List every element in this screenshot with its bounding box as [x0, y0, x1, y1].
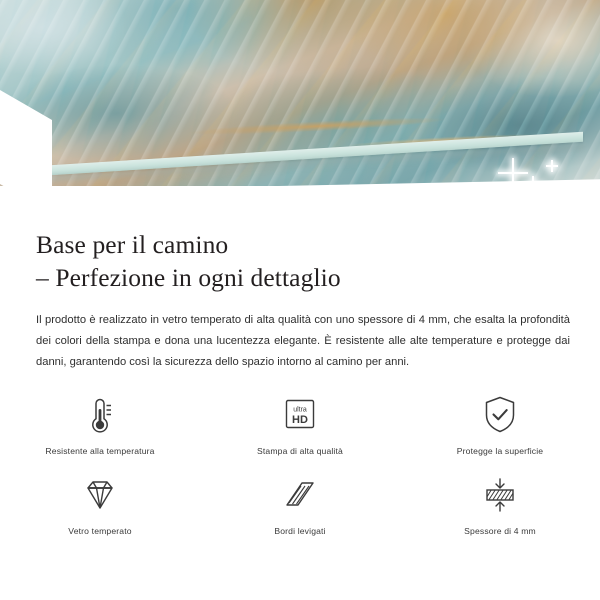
- feature-item-temperature: [0, 392, 200, 456]
- feature-item-polished-edges: [200, 472, 400, 536]
- feature-item-tempered-glass: [0, 472, 200, 536]
- polished-edges-icon: [278, 472, 322, 518]
- feature-item-print-quality: [200, 392, 400, 456]
- svg-text:ultra: ultra: [293, 406, 307, 414]
- description-paragraph: Il prodotto è realizzato in vetro temperato di alta qualità con uno spessore di 4 mm, che esalta la profondità dei colori della stampa e dona una lucentezza elegante. È resistente alle alte temperature e protegge dai danni, garantendo così la sicurezza dello spazio intorno al camino per anni.: [36, 314, 570, 368]
- page-title: [0, 214, 600, 294]
- shield-check-icon: [479, 392, 521, 438]
- svg-text:HD: HD: [292, 414, 308, 426]
- feature-grid: [0, 392, 600, 536]
- hero-product-image: [0, 0, 600, 214]
- hero-bottom-mask: [0, 186, 600, 214]
- feature-label: Resistente alla temperatura: [45, 446, 155, 456]
- thermometer-icon: [79, 392, 121, 438]
- feature-label: Spessore di 4 mm: [464, 526, 536, 536]
- feature-item-surface-protection: [400, 392, 600, 456]
- ultra-hd-icon: [278, 392, 322, 438]
- thickness-4mm-icon: [478, 472, 522, 518]
- diamond-icon: [78, 472, 122, 518]
- headline-line-2: – Perfezione in ogni dettaglio: [36, 263, 341, 292]
- feature-label: Vetro temperato: [68, 526, 132, 536]
- feature-label: Bordi levigati: [274, 526, 326, 536]
- feature-label: Stampa di alta qualità: [257, 446, 343, 456]
- feature-item-thickness: [400, 472, 600, 536]
- feature-label: Protegge la superficie: [456, 446, 544, 456]
- headline-line-1: Base per il camino: [36, 230, 229, 259]
- description-content: [0, 214, 600, 373]
